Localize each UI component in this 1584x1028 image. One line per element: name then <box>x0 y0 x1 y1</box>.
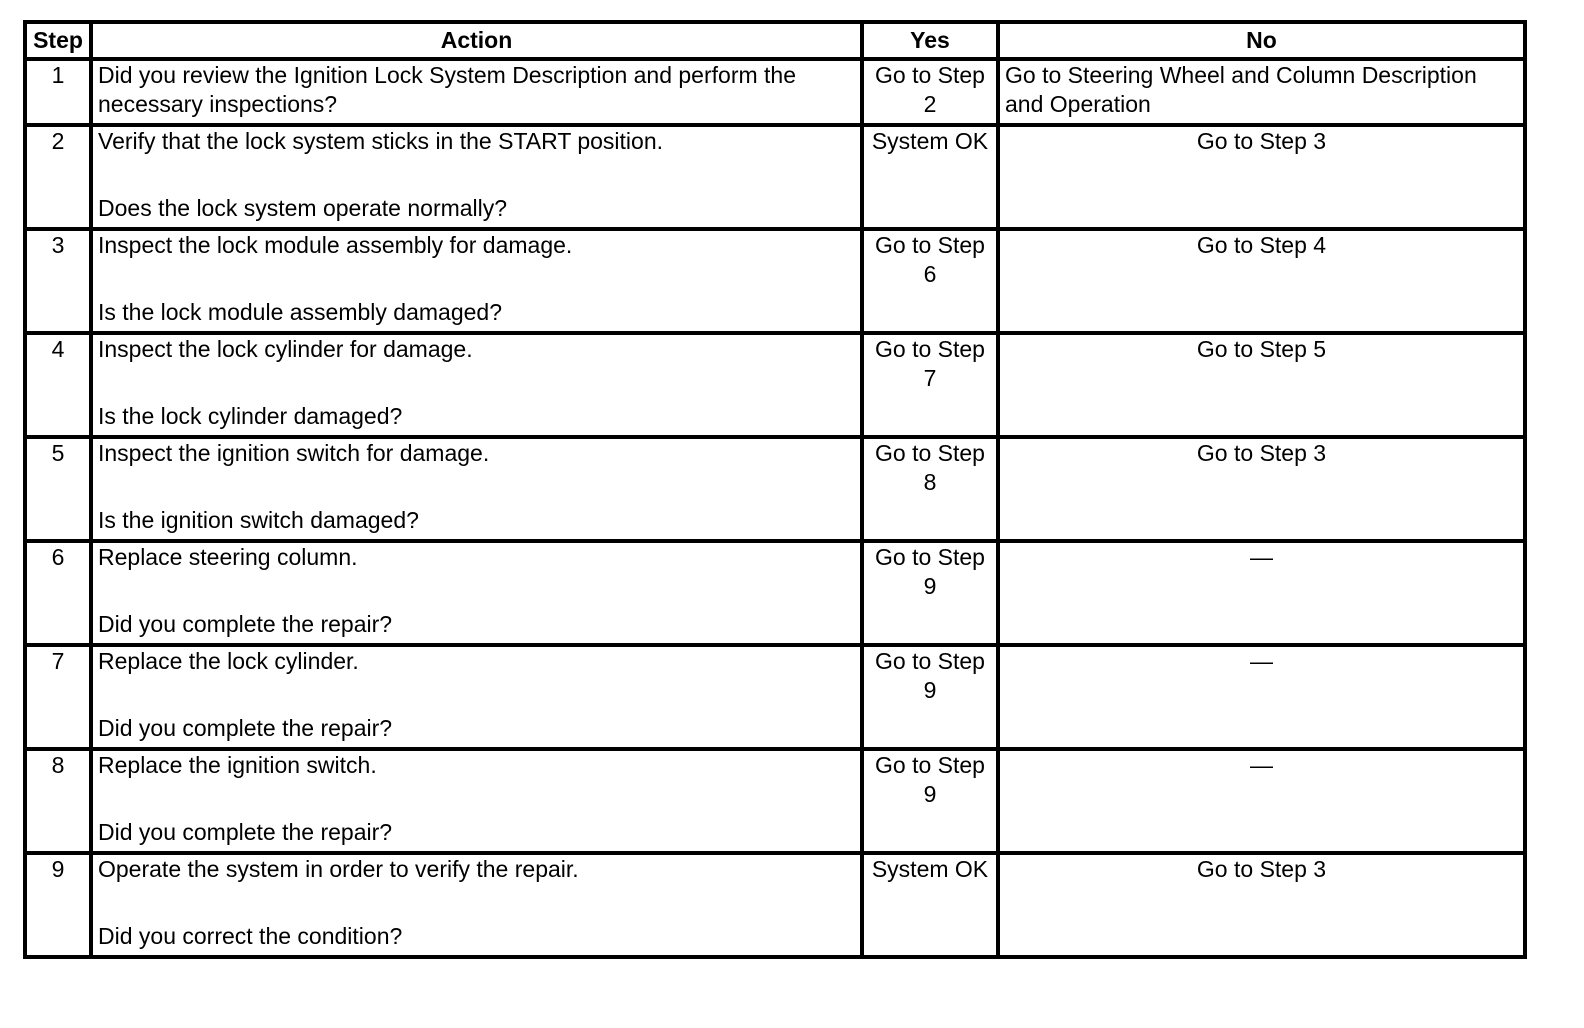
action-question: Did you complete the repair? <box>98 611 393 637</box>
no-result: Go to Step 5 <box>998 333 1525 437</box>
no-result: Go to Step 4 <box>998 229 1525 333</box>
action-question: Does the lock system operate normally? <box>98 195 508 221</box>
no-result: Go to Step 3 <box>998 853 1525 957</box>
diagnostic-table <box>23 20 1527 959</box>
table-row <box>25 749 1525 853</box>
action-text <box>91 59 862 125</box>
yes-result: Go to Step 8 <box>862 437 998 541</box>
table-row <box>25 541 1525 645</box>
action-instruction: Replace steering column. <box>98 544 358 570</box>
yes-result: Go to Step 9 <box>862 645 998 749</box>
action-question: Did you correct the condition? <box>98 923 403 949</box>
action-instruction: Replace the lock cylinder. <box>98 648 359 674</box>
action-text <box>91 125 862 229</box>
action-question: Is the lock cylinder damaged? <box>98 403 403 429</box>
step-number: 8 <box>25 749 91 853</box>
table-row <box>25 333 1525 437</box>
action-text <box>91 541 862 645</box>
no-result: — <box>998 645 1525 749</box>
action-question: Is the lock module assembly damaged? <box>98 299 502 325</box>
no-result: Go to Step 3 <box>998 125 1525 229</box>
action-question: Did you complete the repair? <box>98 819 393 845</box>
no-result: Go to Steering Wheel and Column Description and Operation <box>998 59 1525 125</box>
table-row <box>25 125 1525 229</box>
table-row <box>25 229 1525 333</box>
action-instruction: Operate the system in order to verify the repair. <box>98 856 579 882</box>
header-yes: Yes <box>862 22 998 59</box>
action-text <box>91 645 862 749</box>
step-number: 5 <box>25 437 91 541</box>
table-row <box>25 853 1525 957</box>
header-step: Step <box>25 22 91 59</box>
no-result: Go to Step 3 <box>998 437 1525 541</box>
header-action: Action <box>91 22 862 59</box>
yes-result: Go to Step 6 <box>862 229 998 333</box>
action-instruction: Verify that the lock system sticks in the START position. <box>98 128 664 154</box>
step-number: 6 <box>25 541 91 645</box>
yes-result: System OK <box>862 853 998 957</box>
table-row <box>25 645 1525 749</box>
table-row <box>25 59 1525 125</box>
diagnostic-table-container <box>23 20 1527 959</box>
table-row <box>25 437 1525 541</box>
yes-result: System OK <box>862 125 998 229</box>
action-instruction: Replace the ignition switch. <box>98 752 377 778</box>
action-instruction: Inspect the lock module assembly for damage. <box>98 232 573 258</box>
yes-result: Go to Step 9 <box>862 541 998 645</box>
action-instruction: Inspect the lock cylinder for damage. <box>98 336 473 362</box>
step-number: 9 <box>25 853 91 957</box>
step-number: 7 <box>25 645 91 749</box>
step-number: 1 <box>25 59 91 125</box>
action-instruction: Inspect the ignition switch for damage. <box>98 440 490 466</box>
step-number: 3 <box>25 229 91 333</box>
action-text <box>91 749 862 853</box>
action-question: Is the ignition switch damaged? <box>98 507 419 533</box>
action-instruction: Did you review the Ignition Lock System Description and perform the necessary inspections? <box>98 62 796 117</box>
no-result: — <box>998 749 1525 853</box>
header-no: No <box>998 22 1525 59</box>
yes-result: Go to Step 7 <box>862 333 998 437</box>
no-result: — <box>998 541 1525 645</box>
header-row <box>25 22 1525 59</box>
yes-result: Go to Step 9 <box>862 749 998 853</box>
action-text <box>91 229 862 333</box>
action-text <box>91 853 862 957</box>
yes-result: Go to Step 2 <box>862 59 998 125</box>
action-text <box>91 333 862 437</box>
step-number: 4 <box>25 333 91 437</box>
action-question: Did you complete the repair? <box>98 715 393 741</box>
step-number: 2 <box>25 125 91 229</box>
action-text <box>91 437 862 541</box>
